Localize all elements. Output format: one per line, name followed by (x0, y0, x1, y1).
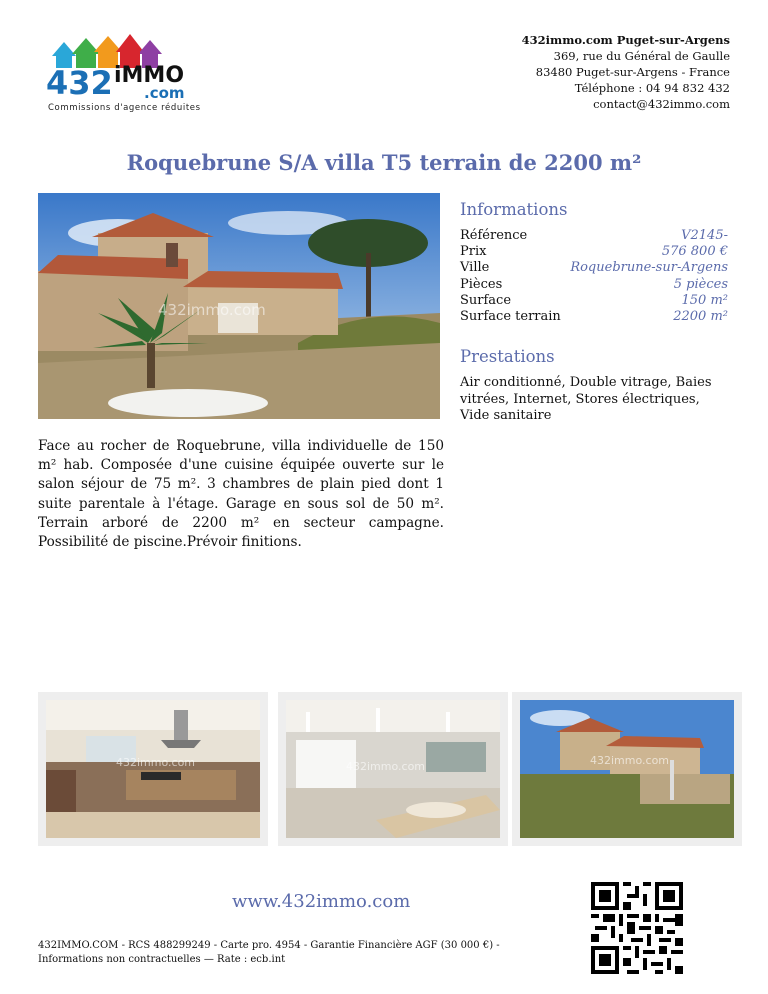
info-row-reference (460, 228, 728, 244)
info-row-land-surface (460, 309, 728, 325)
listing-title: Roquebrune S/A villa T5 terrain de 2200 m² (126, 150, 642, 175)
info-value: 5 pièces (673, 276, 728, 292)
qr-code-icon[interactable] (591, 882, 683, 974)
agency-phone: Téléphone : 04 94 832 432 (574, 81, 730, 95)
info-value: Roquebrune-sur-Argens (570, 260, 728, 276)
thumbnail-garden[interactable] (512, 692, 742, 846)
website-link[interactable]: www.432immo.com (232, 891, 411, 912)
thumbnail-kitchen[interactable] (38, 692, 268, 846)
property-description: Face au rocher de Roquebrune, villa individuelle de 150 m² hab. Composée d'une cuisine équipée ouverte sur le salon séjour de 75 m². 3 chambres de plain pied dont 1 suite parentale à l'étage. Garage en sous sol de 50 m². Terrain arboré de 2200 m² en secteur campagne. Possibilité de piscine.Prévoir finitions. (38, 438, 444, 551)
432immo-logo-icon (44, 30, 214, 114)
info-row-price (460, 244, 728, 260)
svg-text:Commissions d'agence réduites: Commissions d'agence réduites (48, 103, 201, 113)
info-value: V2145- (681, 228, 728, 243)
photo-watermark: 432immo.com (590, 754, 670, 767)
main-property-photo (38, 193, 440, 419)
info-label: Ville (460, 260, 490, 276)
agency-contact-block (522, 32, 730, 112)
agency-city: 83480 Puget-sur-Argens - France (535, 65, 730, 79)
agency-street: 369, rue du Général de Gaulle (553, 49, 730, 63)
photo-watermark: 432immo.com (116, 756, 196, 769)
informations-heading: Informations (460, 200, 568, 219)
svg-text:.com: .com (144, 84, 185, 102)
photo-watermark: 432immo.com (158, 301, 266, 319)
info-value: 150 m² (681, 292, 728, 308)
svg-text:432: 432 (46, 64, 113, 102)
agency-email[interactable]: contact@432immo.com (593, 97, 730, 111)
info-label: Pièces (460, 276, 503, 292)
footer-line-1: 432IMMO.COM - RCS 488299249 - Carte pro. 4954 - Garantie Financière AGF (30 000 €) - (38, 940, 500, 951)
info-label: Surface (460, 292, 512, 308)
informations-table (460, 228, 728, 325)
agency-name: 432immo.com Puget-sur-Argens (521, 33, 730, 47)
info-row-city (460, 260, 728, 276)
info-value: 576 800 € (661, 244, 728, 260)
info-row-surface (460, 293, 728, 309)
legal-footer (38, 939, 558, 967)
photo-watermark: 432immo.com (346, 760, 426, 773)
info-value: 2200 m² (673, 309, 728, 325)
info-row-rooms (460, 277, 728, 293)
info-label: Prix (460, 244, 487, 260)
info-label: Surface terrain (460, 309, 561, 325)
prestations-heading: Prestations (460, 347, 555, 366)
footer-line-2: Informations non contractuelles — Rate : ecb.int (38, 954, 286, 965)
company-logo[interactable] (44, 30, 214, 114)
prestations-list: Air conditionné, Double vitrage, Baies vitrées, Internet, Stores électriques, Vide sanitaire (460, 375, 712, 423)
info-label: Référence (460, 228, 528, 243)
thumbnail-living-room[interactable] (278, 692, 508, 846)
svg-text:iMMO: iMMO (114, 63, 185, 88)
